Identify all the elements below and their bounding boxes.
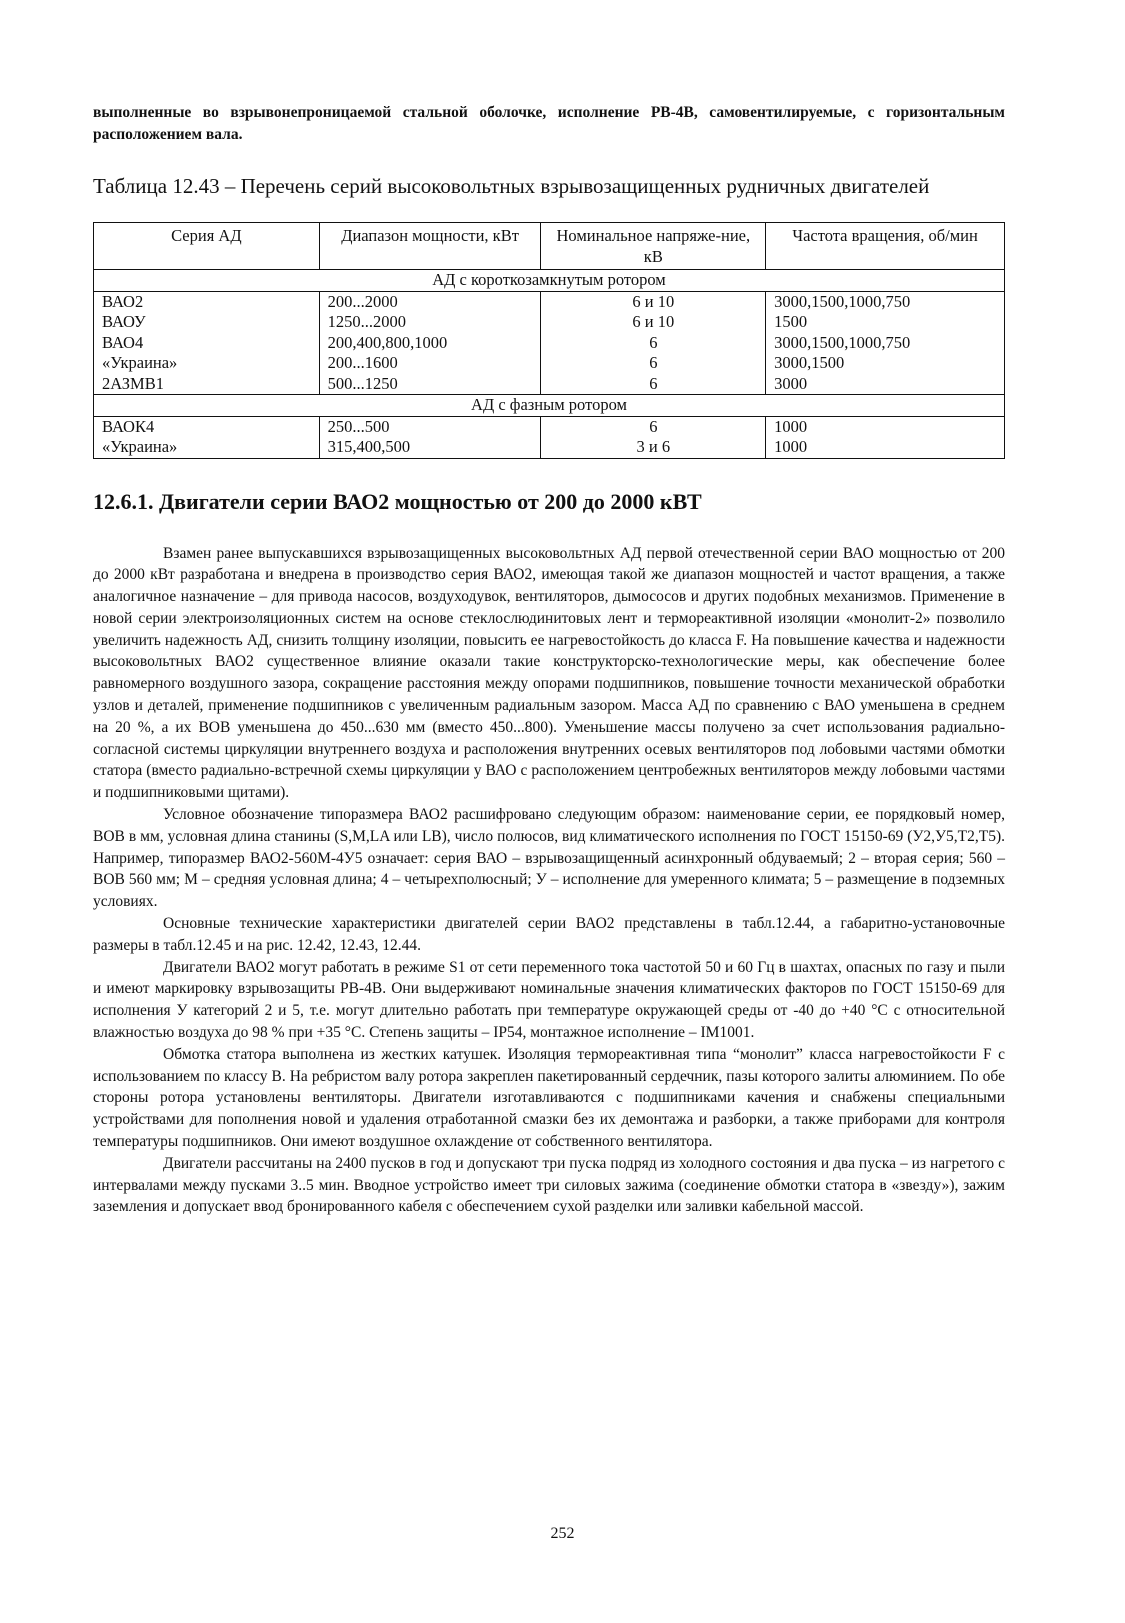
cell-series: «Украина» — [94, 437, 320, 458]
body-paragraph: Условное обозначение типоразмера ВАО2 расшифровано следующим образом: наименование серии, ее порядковый номер, ВОВ в мм, условная длина станины (S,M,LA или LB), число полюсов, вид климатического исполнения по ГОСТ 15150-69 (У2,У5,Т2,Т5). Например, типоразмер ВАО2-560М-4У5 означает: серия ВАО – взрывозащищенный асинхронный обдуваемый; 2 – вторая серия; 560 – ВОВ 560 мм; М – средняя условная длина; 4 – четырехполюсный; У – исполнение для умеренного климата; 5 – размещение в подземных условиях. — [93, 806, 1005, 911]
intro-paragraph: выполненные во взрывонепроницаемой стальной оболочке, исполнение РВ-4В, самовентилируемые, с горизонтальным расположением вала. — [93, 104, 1005, 143]
document-page — [93, 102, 1005, 1218]
table-row — [94, 291, 1005, 312]
cell-voltage: 6 и 10 — [541, 312, 766, 333]
header-speed: Частота вращения, об/мин — [766, 223, 1005, 270]
cell-power: 315,400,500 — [319, 437, 541, 458]
cell-power: 200,400,800,1000 — [319, 333, 541, 354]
cell-voltage: 6 — [541, 333, 766, 354]
cell-voltage: 6 — [541, 374, 766, 395]
cell-speed: 3000,1500,1000,750 — [766, 333, 1005, 354]
page-number: 252 — [550, 1525, 575, 1542]
cell-speed: 3000,1500 — [766, 353, 1005, 374]
group-header-row — [94, 395, 1005, 417]
cell-voltage: 6 — [541, 416, 766, 437]
cell-voltage: 6 и 10 — [541, 291, 766, 312]
group-title: АД с фазным ротором — [94, 395, 1005, 417]
table-header-row — [94, 223, 1005, 270]
cell-power: 250...500 — [319, 416, 541, 437]
table-row — [94, 374, 1005, 395]
body-paragraph: Взамен ранее выпускавшихся взрывозащищенных высоковольтных АД первой отечественной серии ВАО мощностью от 200 до 2000 кВт разработана и внедрена в производство серия ВАО2, имеющая такой же диапазон мощностей и частот вращения, а также аналогичное назначение – для привода насосов, воздуходувок, вентиляторов, дымососов и других подобных механизмов. Применение в новой серии электроизоляционных систем на основе стеклослюдинитовых лент и термореактивной изоляции «монолит-2» позволило увеличить надежность АД, снизить толщину изоляции, повысить ее нагревостойкость до класса F. На повышение качества и надежности высоковольтных ВАО2 существенное влияние оказали такие конструкторско-технологические меры, как обеспечение более равномерного воздушного зазора, сокращение расстояния между опорами подшипников, повышение точности механической обработки узлов и деталей, применение подшипников с увеличенным радиальным зазором. Масса АД по сравнению с ВАО уменьшена в среднем на 20 %, а их ВОВ уменьшена до 450...630 мм (вместо 450...800). Уменьшение массы получено за счет использования радиально-согласной системы циркуляции внутреннего воздуха и расположения внутренних осевых вентиляторов под лобовыми частями обмотки статора (вместо радиально-встречной схемы циркуляции у ВАО с расположением центробежных вентиляторов между лобовыми частями и подшипниковыми щитами). — [93, 544, 1005, 802]
cell-speed: 3000,1500,1000,750 — [766, 291, 1005, 312]
cell-power: 1250...2000 — [319, 312, 541, 333]
cell-series: ВАОУ — [94, 312, 320, 333]
table-row — [94, 333, 1005, 354]
section-heading: 12.6.1. Двигатели серии ВАО2 мощностью от 200 до 2000 кВТ — [93, 488, 702, 514]
body-paragraph: Двигатели ВАО2 могут работать в режиме S1 от сети переменного тока частотой 50 и 60 Гц в шахтах, опасных по газу и пыли и имеют маркировку взрывозащиты РВ-4В. Они выдерживают номинальные значения климатических факторов по ГОСТ 15150-69 для исполнения У категорий 2 и 5, т.е. могут длительно работать при температуре окружающей среды от -40 до +40 °С с относительной влажностью воздуха до 98 % при +35 °С. Степень защиты – IP54, монтажное исполнение – IM1001. — [93, 958, 1005, 1042]
table-row — [94, 353, 1005, 374]
header-power-range: Диапазон мощности, кВт — [319, 223, 541, 270]
cell-voltage: 3 и 6 — [541, 437, 766, 458]
table-row — [94, 416, 1005, 437]
table-row — [94, 312, 1005, 333]
group-title: АД с короткозамкнутым ротором — [94, 270, 1005, 292]
header-voltage: Номинальное напряже-ние, кВ — [541, 223, 766, 270]
table-caption: Таблица 12.43 – Перечень серий высоковольтных взрывозащищенных рудничных двигателей — [93, 174, 930, 198]
cell-speed: 1000 — [766, 416, 1005, 437]
body-paragraph: Основные технические характеристики двигателей серии ВАО2 представлены в табл.12.44, а габаритно-установочные размеры в табл.12.45 и на рис. 12.42, 12.43, 12.44. — [93, 915, 1005, 954]
cell-power: 200...1600 — [319, 353, 541, 374]
cell-power: 200...2000 — [319, 291, 541, 312]
header-series: Серия АД — [94, 223, 320, 270]
cell-speed: 1500 — [766, 312, 1005, 333]
table-row — [94, 437, 1005, 458]
cell-series: 2АЗМВ1 — [94, 374, 320, 395]
cell-power: 500...1250 — [319, 374, 541, 395]
motor-series-table — [93, 222, 1005, 459]
cell-speed: 3000 — [766, 374, 1005, 395]
cell-voltage: 6 — [541, 353, 766, 374]
body-paragraph: Двигатели рассчитаны на 2400 пусков в год и допускают три пуска подряд из холодного состояния и два пуска – из нагретого с интервалами между пусками 3..5 мин. Вводное устройство имеет три силовых зажима (соединение обмотки статора в «звезду»), зажим заземления и допускает ввод бронированного кабеля с обеспечением сухой разделки или заливки кабельной массой. — [93, 1154, 1005, 1216]
cell-series: ВАО2 — [94, 291, 320, 312]
cell-series: «Украина» — [94, 353, 320, 374]
body-paragraph: Обмотка статора выполнена из жестких катушек. Изоляция термореактивная типа “монолит” класса нагревостойкости F с использованием по классу В. На ребристом валу ротора закреплен пакетированный сердечник, пазы которого залиты алюминием. По обе стороны ротора установлены вентиляторы. Двигатели изготавливаются с подшипниками качения и снабжены специальными устройствами для пополнения новой и удаления отработанной смазки без их демонтажа и разборки, а также приборами для контроля температуры подшипников. Они имеют воздушное охлаждение от собственного вентилятора. — [93, 1045, 1005, 1151]
cell-series: ВАОК4 — [94, 416, 320, 437]
cell-speed: 1000 — [766, 437, 1005, 458]
body-text — [93, 543, 1005, 1219]
group-header-row — [94, 270, 1005, 292]
cell-series: ВАО4 — [94, 333, 320, 354]
